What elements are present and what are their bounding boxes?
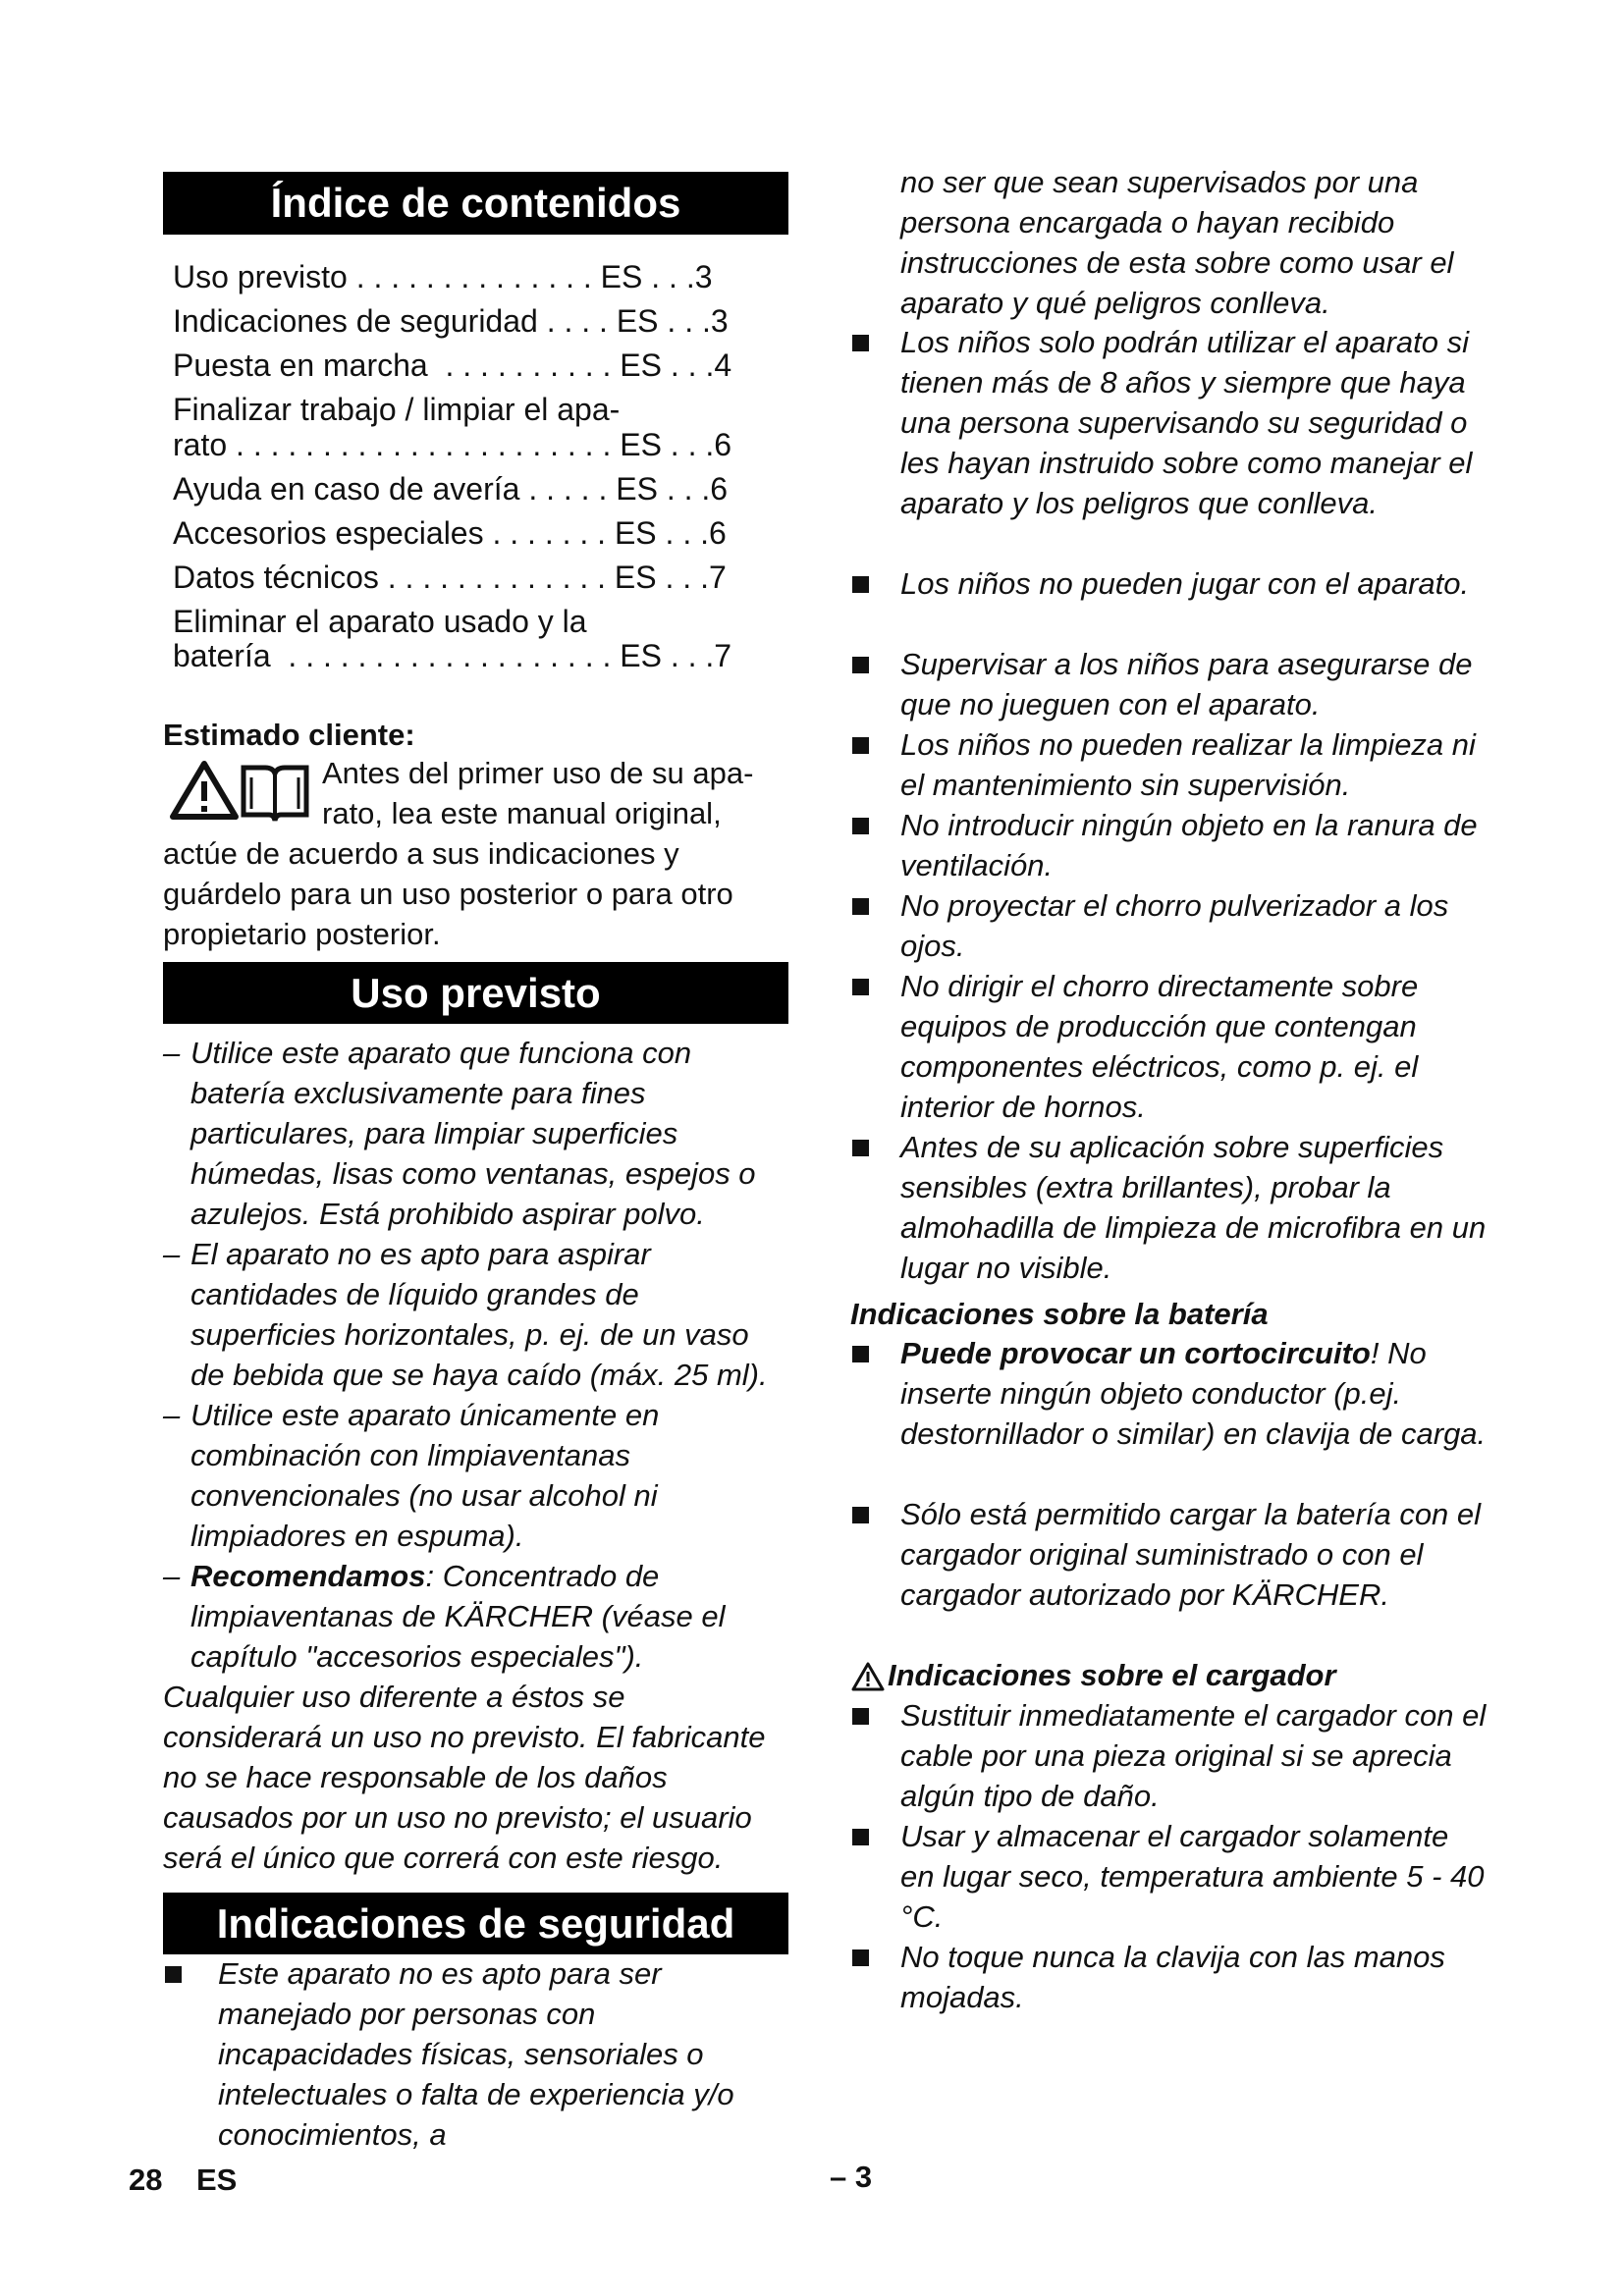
bullet-square bbox=[852, 335, 869, 351]
bullet-square bbox=[852, 979, 869, 995]
uso-item-text: Utilice este aparato únicamente en combinación con limpiaventanas convencionales (no usar alcohol ni limpiadores en espuma). bbox=[190, 1398, 660, 1553]
footer-lang: ES bbox=[196, 2163, 238, 2197]
toc-row: Ayuda en caso de avería . . . . . ES . . .6 bbox=[173, 471, 729, 507]
seguridad-continuation: no ser que sean supervisados por una persona encargada o hayan recibido instrucciones de esta sobre como usar el aparato y qué peligros conlleva. bbox=[900, 165, 1454, 320]
seguridad-item-text: Los niños solo podrán utilizar el aparato si tienen más de 8 años y siempre que haya una persona supervisando su seguridad o les hayan instruido sobre como manejar el aparato y los peligros que conlleva. bbox=[900, 325, 1473, 520]
bullet-square bbox=[852, 1140, 869, 1156]
warning-manual-icon bbox=[167, 754, 312, 825]
uso-rec-text: : Concentrado de limpiaventanas de KÄRCHER (véase el capítulo "accesorios especiales"). bbox=[190, 1559, 726, 1674]
uso-title-bar bbox=[163, 962, 788, 1024]
seguridad-item-text: Los niños no pueden realizar la limpieza ni el mantenimiento sin supervisión. bbox=[900, 727, 1476, 802]
toc-row: Accesorios especiales . . . . . . . ES . . .6 bbox=[173, 515, 727, 551]
footer-page-number: 28 bbox=[129, 2163, 163, 2197]
uso-item-dash: – bbox=[163, 1559, 181, 1593]
uso-item-text: Utilice este aparato que funciona con batería exclusivamente para fines particulares, para limpiar superficies húmedas, lisas como ventanas, espejos o azulejos. Está prohibido aspirar polvo. bbox=[190, 1036, 756, 1231]
toc-title-bar bbox=[163, 172, 788, 235]
seguridad-item-text: Este aparato no es apto para ser manejado por personas con incapacidades físicas, sensoriales o intelectuales o falta de experiencia y/o conocimientos, a bbox=[218, 1956, 734, 2152]
toc-row: Eliminar el aparato usado y la bbox=[173, 604, 587, 639]
uso-title: Uso previsto bbox=[351, 970, 601, 1016]
seguridad-title-bar bbox=[163, 1893, 788, 1954]
cargador-item-text: Sustituir inmediatamente el cargador con el cable por una pieza original si se aprecia algún tipo de daño. bbox=[900, 1698, 1487, 1813]
toc-row: Datos técnicos . . . . . . . . . . . . . ES . . .7 bbox=[173, 560, 727, 595]
toc-title: Índice de contenidos bbox=[270, 180, 681, 226]
uso-rec bbox=[190, 1556, 787, 1677]
intro-line: rato, lea este manual original, bbox=[322, 796, 722, 830]
uso-item-dash: – bbox=[163, 1237, 181, 1271]
toc-row: Uso previsto . . . . . . . . . . . . . . ES . . .3 bbox=[173, 259, 713, 294]
bateria-item-text: Sólo está permitido cargar la batería con el cargador original suministrado o con el cargador autorizado por KÄRCHER. bbox=[900, 1497, 1482, 1612]
intro-text: actúe de acuerdo a sus indicaciones y guárdelo para un uso posterior o para otro propietario posterior. bbox=[163, 836, 733, 951]
uso-item-dash: – bbox=[163, 1398, 181, 1432]
cargador-item-text: Usar y almacenar el cargador solamente en lugar seco, temperatura ambiente 5 - 40 °C. bbox=[900, 1819, 1485, 1934]
bullet-square bbox=[852, 657, 869, 673]
seguridad-item-text: No proyectar el chorro pulverizador a los ojos. bbox=[900, 888, 1449, 963]
bullet-square bbox=[852, 818, 869, 834]
bateria-heading: Indicaciones sobre la batería bbox=[850, 1297, 1269, 1331]
bullet-square bbox=[852, 1829, 869, 1845]
uso-note: Cualquier uso diferente a éstos se considerará un uso no previsto. El fabricante no se hace responsable de los daños causados por un uso no previsto; el usuario será el único que correrá con este riesgo. bbox=[163, 1680, 766, 1875]
toc-row: Finalizar trabajo / limpiar el apa- bbox=[173, 392, 621, 427]
uso-item-text: El aparato no es apto para aspirar cantidades de líquido grandes de superficies horizontales, p. ej. de un vaso de bebida que se haya caído (máx. 25 ml). bbox=[190, 1237, 768, 1392]
seguridad-item-text: No dirigir el chorro directamente sobre equipos de producción que contengan componentes eléctricos, como p. ej. el interior de hornos. bbox=[900, 969, 1419, 1124]
footer-center: – 3 bbox=[830, 2160, 873, 2194]
cargador-item-text: No toque nunca la clavija con las manos mojadas. bbox=[900, 1940, 1445, 2014]
cargador-warning-icon bbox=[850, 1661, 886, 1692]
seguridad-title: Indicaciones de seguridad bbox=[216, 1900, 735, 1947]
bullet-square bbox=[852, 1949, 869, 1966]
bateria-item-text: ! No inserte ningún objeto conductor (p.ej. destornillador o similar) en clavija de carga. bbox=[900, 1336, 1487, 1451]
intro-line: Antes del primer uso de su apa- bbox=[322, 756, 754, 790]
bullet-square bbox=[852, 1708, 869, 1725]
bullet-square bbox=[852, 737, 869, 754]
uso-rec-bold: Recomendamos bbox=[190, 1559, 426, 1593]
bullet-square bbox=[852, 1507, 869, 1523]
toc-row: rato . . . . . . . . . . . . . . . . . . . . . . ES . . .6 bbox=[173, 427, 732, 462]
toc-row: Indicaciones de seguridad . . . . ES . . .3 bbox=[173, 303, 729, 339]
bullet-square bbox=[852, 576, 869, 593]
bullet-square bbox=[852, 898, 869, 915]
intro-heading: Estimado cliente: bbox=[163, 718, 415, 752]
seguridad-item-text: Los niños no pueden jugar con el aparato. bbox=[900, 566, 1470, 601]
cargador-heading: Indicaciones sobre el cargador bbox=[888, 1658, 1336, 1692]
bullet-square bbox=[852, 1346, 869, 1362]
seguridad-item-text: Supervisar a los niños para asegurarse de que no jueguen con el aparato. bbox=[900, 647, 1473, 721]
seguridad-item-text: Antes de su aplicación sobre superficies sensibles (extra brillantes), probar la almohadilla de limpieza de microfibra en un lugar no visible. bbox=[900, 1130, 1487, 1285]
toc-row: Puesta en marcha . . . . . . . . . . ES . . .4 bbox=[173, 347, 732, 383]
bateria-item bbox=[900, 1333, 1489, 1454]
toc-row: batería . . . . . . . . . . . . . . . . . . . ES . . .7 bbox=[173, 638, 732, 673]
bateria-item-bold: Puede provocar un cortocircuito bbox=[900, 1336, 1371, 1370]
bullet-square bbox=[165, 1966, 182, 1983]
seguridad-item-text: No introducir ningún objeto en la ranura de ventilación. bbox=[900, 808, 1478, 882]
